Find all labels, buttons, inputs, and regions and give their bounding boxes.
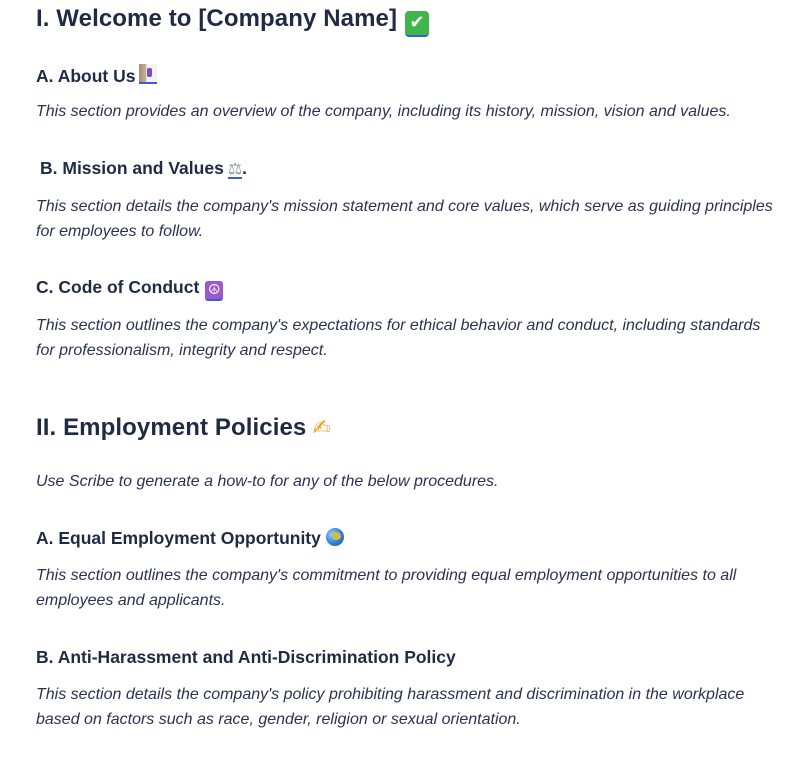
subsection-heading-text: A. Equal Employment Opportunity [36, 528, 321, 548]
anti-harassment-policy-description: This section details the company's policy prohibiting harassment and discrimination in the workplace based on factors such as race, gender, religion or sexual orientation. [36, 686, 745, 728]
section-heading-welcome [36, 5, 429, 37]
peace-symbol-icon[interactable]: ☮ [205, 281, 223, 301]
heading-trailing-period: . [242, 158, 248, 178]
section-heading-text: II. Employment Policies [36, 414, 307, 441]
subsection-heading-mission-and-values [40, 158, 247, 179]
person-climbing-icon[interactable] [139, 64, 157, 84]
subsection-heading-code-of-conduct [36, 277, 223, 301]
globe-asia-australia-icon [326, 528, 344, 546]
equal-employment-opportunity-description: This section outlines the company's commitment to providing equal employment opportunities to all employees and applicants. [36, 567, 737, 609]
check-mark-button-icon[interactable]: ✔ [405, 11, 429, 37]
subsection-heading-text: B. Anti-Harassment and Anti-Discrimination Policy [36, 647, 456, 667]
subsection-heading-anti-harassment-policy [36, 647, 456, 668]
subsection-heading-text: A. About Us [36, 66, 136, 86]
subsection-heading-about-us [36, 64, 157, 87]
writing-hand-icon: ✍ [312, 416, 331, 441]
subsection-heading-equal-employment-opportunity [36, 528, 344, 549]
subsection-heading-text: B. Mission and Values [40, 158, 224, 178]
section-heading-text: I. Welcome to [Company Name] [36, 5, 398, 32]
section-heading-employment-policies [36, 414, 331, 442]
balance-scale-icon[interactable]: ⚖ [227, 159, 243, 178]
employment-policies-intro: Use Scribe to generate a how-to for any of the below procedures. [36, 473, 499, 490]
subsection-heading-text: C. Code of Conduct [36, 277, 200, 297]
code-of-conduct-description: This section outlines the company's expectations for ethical behavior and conduct, including standards for professionalism, integrity and respect. [36, 317, 761, 359]
mission-and-values-description: This section details the company's mission statement and core values, which serve as guiding principles for employees to follow. [36, 198, 773, 240]
about-us-description: This section provides an overview of the company, including its history, mission, vision and values. [36, 103, 731, 120]
